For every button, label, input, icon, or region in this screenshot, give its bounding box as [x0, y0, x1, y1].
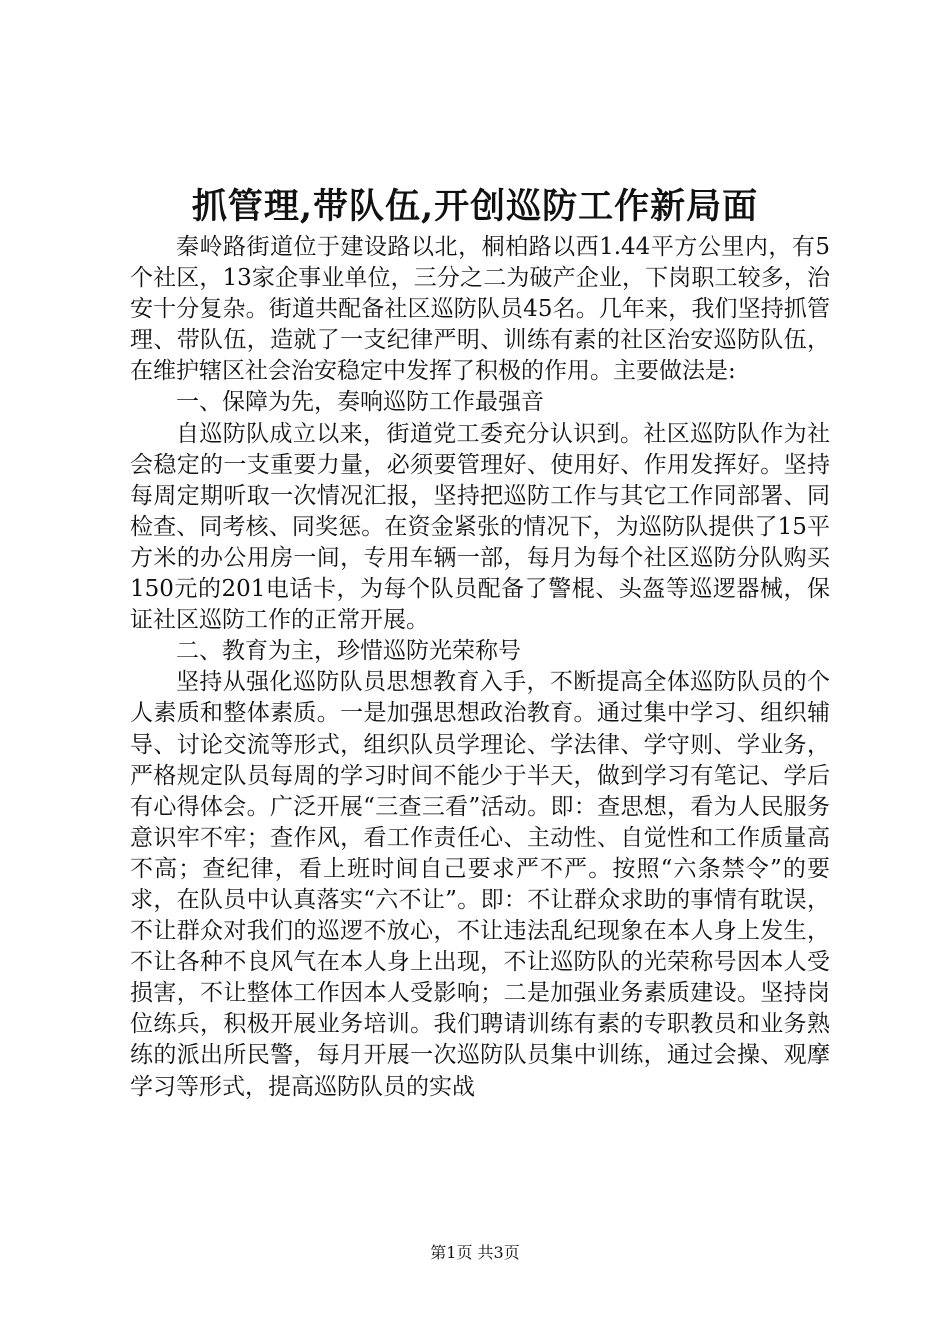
section-heading-1: 一、保障为先，奏响巡防工作最强音 — [176, 389, 544, 416]
paragraph-section-2: 坚持从强化巡防队员思想教育入手，不断提高全体巡防队员的个人素质和整体素质。一是加强思想政治教育。通过集中学习、组织辅导、讨论交流等形式，组织队员学理论、学法律、学守则、学业务，严格规定队员每周的学习时间不能少于半天，做到学习有笔记、学后有心得体会。广泛开展“三查三看”活动。即：查思想，看为人民服务意识牢不牢；查作风，看工作责任心、主动性、自觉性和工作质量高不高；查纪律，看上班时间自己要求严不严。按照“六条禁令”的要求，在队员中认真落实“六不让”。即：不让群众求助的事情有耽误，不让群众对我们的巡逻不放心，不让违法乱纪现象在本人身上发生，不让各种不良风气在本人身上出现，不让巡防队的光荣称号因本人受损害，不让整体工作因本人受影响；二是加强业务素质建设。坚持岗位练兵，积极开展业务培训。我们聘请训练有素的专职教员和业务熟练的派出所民警，每月开展一次巡防队员集中训练，通过会操、观摩学习等形式，提高巡防队员的实战 — [130, 669, 830, 1100]
section-heading-2: 二、教育为主，珍惜巡防光荣称号 — [176, 638, 521, 665]
paragraph-section-1: 自巡防队成立以来，街道党工委充分认识到。社区巡防队作为社会稳定的一支重要力量，必须要管理好、使用好、作用发挥好。坚持每周定期听取一次情况汇报，坚持把巡防工作与其它工作同部署、同检查、同考核、同奖惩。在资金紧张的情况下，为巡防队提供了15平方米的办公用房一间，专用车辆一部，每月为每个社区巡防分队购买150元的201电话卡，为每个队员配备了警棍、头盔等巡逻器械，保证社区巡防工作的正常开展。 — [130, 420, 830, 634]
document-title: 抓管理,带队伍,开创巡防工作新局面 — [191, 186, 759, 227]
page-footer: 第1页 共3页 — [430, 1243, 520, 1262]
paragraph-intro: 秦岭路街道位于建设路以北，桐柏路以西1.44平方公里内，有5个社区，13家企事业单位，三分之二为破产企业，下岗职工较多，治安十分复杂。街道共配备社区巡防队员45名。几年来，我们坚持抓管理、带队伍，造就了一支纪律严明、训练有素的社区治安巡防队伍，在维护辖区社会治安稳定中发挥了积极的作用。主要做法是: — [130, 234, 830, 385]
document-body — [130, 232, 830, 1103]
